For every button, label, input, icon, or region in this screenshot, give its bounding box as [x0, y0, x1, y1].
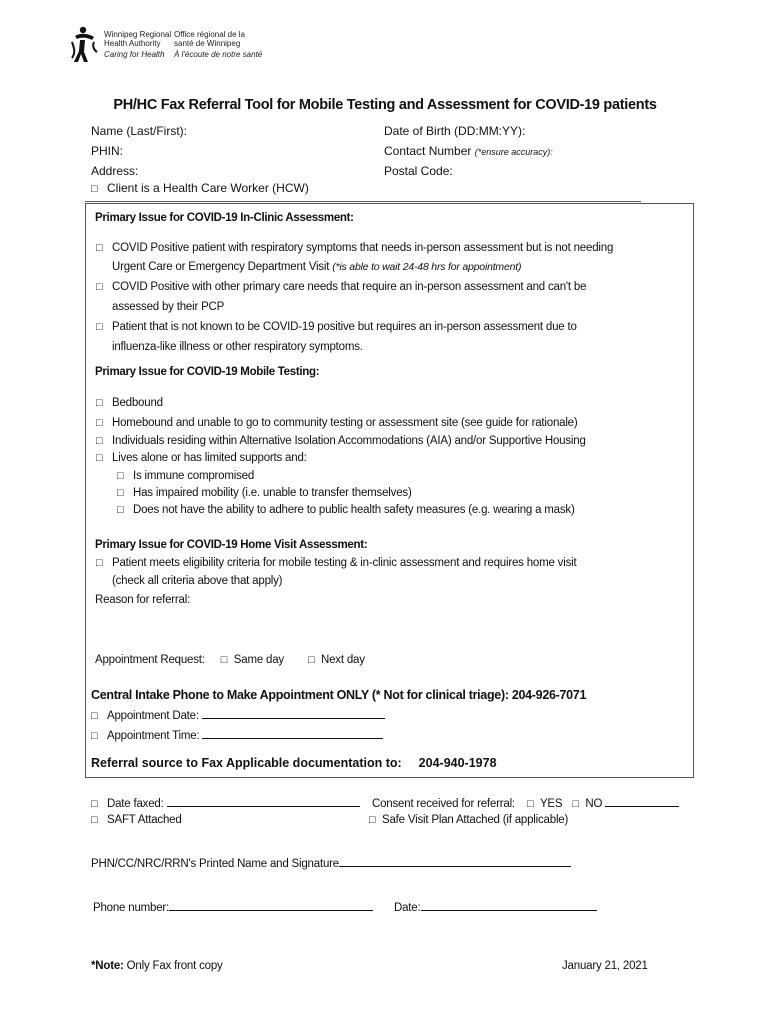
next-day-label: Next day [320, 654, 365, 666]
address-label: Address: [91, 164, 139, 178]
wrha-logo-icon [70, 26, 100, 64]
mobile-sub-option-3-checkbox[interactable]: □ [117, 504, 124, 516]
safe-visit-checkbox[interactable]: □ [369, 814, 376, 826]
fax-instruction [91, 756, 497, 770]
date-faxed-field[interactable] [91, 795, 360, 810]
mobile-sub-option-2-text: Has impaired mobility (i.e. unable to transfer themselves) [133, 487, 412, 499]
clinic-option-1-text-b: Urgent Care or Emergency Department Visit [112, 261, 330, 273]
appointment-time-line[interactable] [202, 727, 383, 739]
contact-number-label [384, 144, 553, 158]
mobile-option-1[interactable] [96, 397, 163, 409]
mobile-option-2-text: Homebound and unable to go to community testing or assessment site (see guide for rationale) [112, 417, 578, 429]
consent-no-option[interactable] [572, 798, 602, 810]
next-day-option[interactable] [308, 654, 365, 666]
wrha-logo [70, 26, 270, 66]
clinic-option-2-checkbox[interactable]: □ [96, 281, 103, 293]
home-option-1-text-a: Patient meets eligibility criteria for mobile testing & in-clinic assessment and requires home visit [112, 557, 577, 569]
appointment-time-checkbox[interactable]: □ [91, 730, 98, 742]
mobile-option-3-text: Individuals residing within Alternative Isolation Accommodations (AIA) and/or Supportive Housing [112, 435, 586, 447]
safe-visit-label: Safe Visit Plan Attached (if applicable) [382, 814, 569, 826]
mobile-heading: Primary Issue for COVID-19 Mobile Testing: [95, 366, 320, 378]
clinic-heading: Primary Issue for COVID-19 In-Clinic Assessment: [95, 212, 354, 224]
date-line[interactable] [421, 899, 597, 911]
home-option-1[interactable] [96, 557, 576, 569]
appointment-time-label: Appointment Time: [107, 730, 200, 742]
mobile-option-2[interactable] [96, 417, 578, 429]
appointment-date-field[interactable] [91, 707, 385, 722]
logo-fr-line1: Office régional de la [174, 30, 246, 39]
signature-field[interactable] [91, 855, 571, 870]
footer-note-label: *Note: [91, 960, 124, 972]
clinic-option-1-text-a: COVID Positive patient with respiratory symptoms that needs in-person assessment but is not needing [112, 242, 614, 254]
fax-instruction-text: Referral source to Fax Applicable documentation to: [91, 756, 402, 770]
clinic-option-3-checkbox[interactable]: □ [96, 321, 103, 333]
clinic-option-3-text-a: Patient that is not known to be COVID-19 positive but requires an in-person assessment due to [112, 321, 577, 333]
clinic-option-3-text-b: influenza-like illness or other respiratory symptoms. [112, 341, 363, 353]
home-option-1-text-b: (check all criteria above that apply) [112, 575, 283, 587]
signature-line[interactable] [339, 855, 571, 867]
same-day-label: Same day [233, 654, 284, 666]
footer-note [91, 960, 223, 972]
document-date: January 21, 2021 [562, 960, 648, 972]
mobile-option-1-text: Bedbound [112, 397, 163, 409]
clinic-option-1-checkbox[interactable]: □ [96, 242, 103, 254]
consent-no-checkbox[interactable]: □ [572, 798, 579, 810]
appointment-request-label: Appointment Request: [95, 654, 205, 666]
mobile-sub-option-3[interactable] [117, 504, 575, 516]
appointment-time-field[interactable] [91, 727, 383, 742]
appointment-request [95, 654, 365, 666]
dob-label: Date of Birth (DD:MM:YY): [384, 124, 526, 138]
logo-en-tagline: Caring for Health [104, 50, 165, 59]
name-label: Name (Last/First): [91, 124, 188, 138]
clinic-option-1[interactable] [96, 242, 613, 254]
appointment-date-label: Appointment Date: [107, 710, 199, 722]
date-field[interactable] [394, 899, 597, 914]
hcw-label: Client is a Health Care Worker (HCW) [107, 181, 309, 195]
mobile-sub-option-2-checkbox[interactable]: □ [117, 487, 124, 499]
hcw-checkbox[interactable]: □ [91, 183, 98, 195]
mobile-sub-option-2[interactable] [117, 487, 412, 499]
phone-line[interactable] [169, 899, 373, 911]
mobile-option-1-checkbox[interactable]: □ [96, 397, 103, 409]
saft-option[interactable] [91, 814, 182, 826]
consent-no-line[interactable] [605, 795, 679, 807]
saft-label: SAFT Attached [107, 814, 182, 826]
mobile-sub-option-1-text: Is immune compromised [133, 470, 255, 482]
logo-fr-line2: santé de Winnipeg [174, 39, 241, 48]
fax-number: 204-940-1978 [418, 756, 497, 770]
clinic-option-1-line2 [112, 261, 521, 273]
footer-note-text: Only Fax front copy [126, 960, 223, 972]
phone-label: Phone number: [93, 902, 170, 914]
form-title: PH/HC Fax Referral Tool for Mobile Testing and Assessment for COVID-19 patients [113, 97, 657, 113]
consent-field [372, 795, 679, 810]
consent-no-label: NO [585, 798, 603, 810]
same-day-checkbox[interactable]: □ [220, 654, 228, 666]
consent-yes-option[interactable] [527, 798, 562, 810]
date-faxed-checkbox[interactable]: □ [91, 798, 98, 810]
next-day-checkbox[interactable]: □ [307, 654, 315, 666]
hcw-option[interactable] [91, 181, 309, 195]
contact-number-note: (*ensure accuracy): [474, 147, 553, 157]
central-intake-heading: Central Intake Phone to Make Appointment ONLY (* Not for clinical triage): 204-926-7071 [91, 688, 587, 702]
clinic-option-3[interactable] [96, 321, 577, 333]
phone-field[interactable] [93, 899, 373, 914]
mobile-sub-option-1-checkbox[interactable]: □ [117, 470, 124, 482]
mobile-sub-option-1[interactable] [117, 470, 254, 482]
postal-code-label: Postal Code: [384, 164, 453, 178]
clinic-option-1-note: (*is able to wait 24-48 hrs for appointment) [332, 261, 522, 273]
mobile-option-4-checkbox[interactable]: □ [96, 452, 103, 464]
divider [85, 201, 641, 202]
consent-label: Consent received for referral: [372, 798, 515, 810]
home-heading: Primary Issue for COVID-19 Home Visit Assessment: [95, 539, 368, 551]
clinic-option-2[interactable] [96, 281, 586, 293]
logo-en-line1: Winnipeg Regional [104, 30, 172, 39]
same-day-option[interactable] [221, 654, 284, 666]
mobile-option-4[interactable] [96, 452, 307, 464]
safe-visit-option[interactable] [369, 814, 568, 826]
consent-yes-checkbox[interactable]: □ [526, 798, 534, 810]
home-option-1-checkbox[interactable]: □ [96, 557, 103, 569]
appointment-date-line[interactable] [202, 707, 385, 719]
appointment-date-checkbox[interactable]: □ [91, 710, 98, 722]
logo-fr-tagline: À l'écoute de notre santé [174, 50, 263, 59]
date-label: Date: [394, 902, 421, 914]
contact-number-text: Contact Number [384, 144, 472, 158]
mobile-option-4-text: Lives alone or has limited supports and: [112, 452, 307, 464]
mobile-option-2-checkbox[interactable]: □ [96, 417, 103, 429]
mobile-option-3-checkbox[interactable]: □ [96, 435, 103, 447]
consent-yes-label: YES [539, 798, 563, 810]
date-faxed-line[interactable] [167, 795, 360, 807]
clinic-option-2-text-b: assessed by their PCP [112, 301, 225, 313]
logo-en-line2: Health Authority [104, 39, 161, 48]
phin-label: PHIN: [91, 144, 124, 158]
signature-label: PHN/CC/NRC/RRN's Printed Name and Signature [91, 858, 339, 870]
date-faxed-label: Date faxed: [107, 798, 164, 810]
clinic-option-2-text-a: COVID Positive with other primary care needs that require an in-person assessment and can't be [112, 281, 587, 293]
mobile-sub-option-3-text: Does not have the ability to adhere to public health safety measures (e.g. wearing a mask) [133, 504, 575, 516]
mobile-option-3[interactable] [96, 435, 586, 447]
reason-for-referral-label: Reason for referral: [95, 594, 191, 606]
saft-checkbox[interactable]: □ [91, 814, 98, 826]
